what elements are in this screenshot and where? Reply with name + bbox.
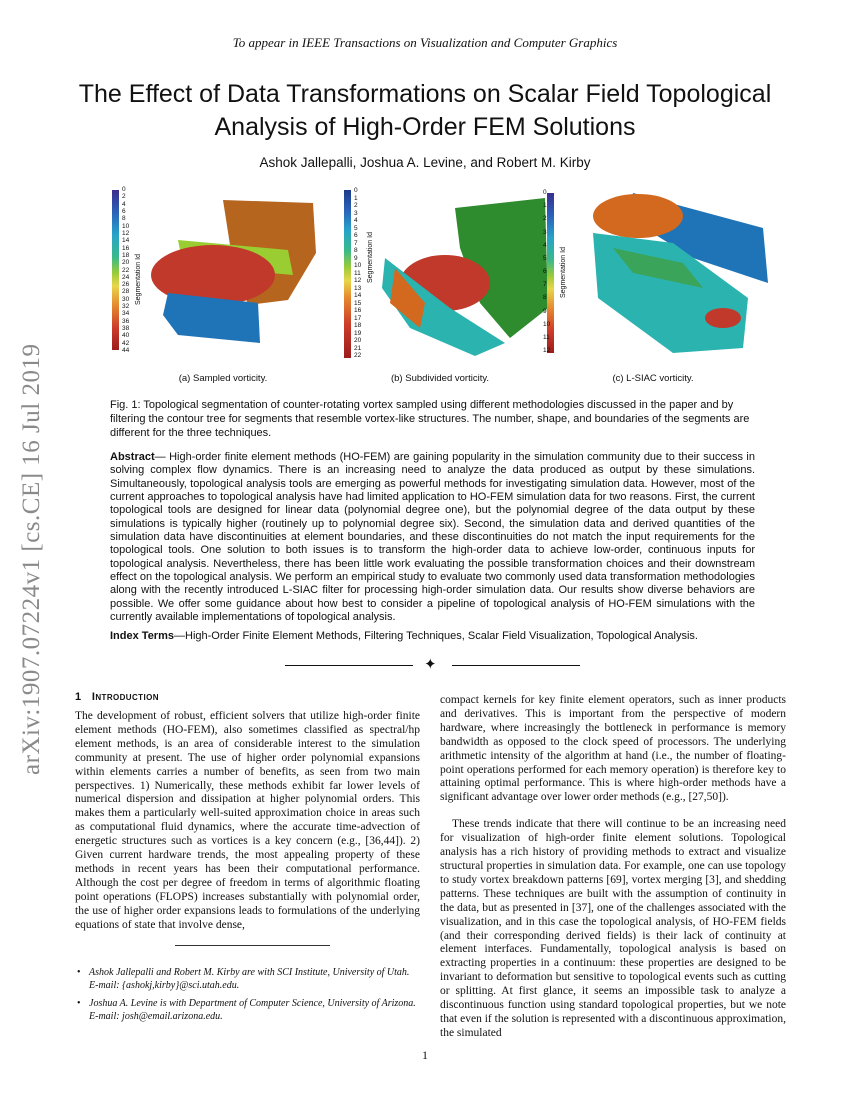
footnotes [75, 967, 420, 1029]
colorbar-a-label: Segmentation Id [135, 254, 142, 305]
colorbar-tick: 20 [122, 259, 130, 267]
colorbar-tick: 11 [543, 333, 550, 341]
footnote-bullet: • [77, 998, 81, 1009]
colorbar-tick: 19 [354, 329, 362, 337]
subcaption-a: (a) Sampled vorticity. [178, 373, 268, 384]
colorbar-tick: 20 [354, 337, 362, 344]
colorbar-tick: 8 [122, 215, 126, 223]
colorbar-tick: 9 [354, 254, 358, 262]
footnote-text: Joshua A. Levine is with Department of Computer Science, University of Arizona. E-mail: josh@email.arizona.edu. [89, 998, 416, 1022]
colorbar-tick: 7 [543, 281, 547, 289]
colorbar-tick: 18 [354, 322, 362, 329]
colorbar-tick: 12 [122, 229, 130, 237]
index-terms-text: —High-Order Finite Element Methods, Filtering Techniques, Scalar Field Visualization, Topological Analysis. [174, 630, 698, 642]
page-number: 1 [422, 1048, 428, 1062]
colorbar-tick: 21 [354, 344, 362, 352]
colorbar-tick: 7 [354, 239, 358, 247]
colorbar-tick: 2 [122, 193, 126, 201]
figure-panel-a [108, 185, 323, 384]
index-terms [110, 629, 755, 643]
colorbar-c-label: Segmentation Id [560, 247, 567, 298]
colorbar-tick: 6 [543, 268, 547, 275]
arxiv-stamp[interactable]: arXiv:1907.07224v1 [cs.CE] 16 Jul 2019 [18, 343, 45, 775]
separator-diamond-icon: ✦ [424, 657, 437, 673]
colorbar-tick: 5 [543, 254, 547, 262]
colorbar-tick: 42 [122, 339, 130, 347]
paper-title [60, 78, 790, 144]
section-number: 1 [75, 691, 82, 703]
colorbar-tick: 16 [122, 244, 130, 252]
colorbar-a [112, 190, 119, 350]
colorbar-tick: 17 [354, 314, 362, 322]
separator-line-right [452, 665, 580, 666]
colorbar-tick: 6 [122, 207, 126, 215]
colorbar-tick: 28 [122, 288, 130, 296]
colorbar-tick: 44 [122, 347, 130, 354]
vortex-render-c [573, 188, 773, 363]
colorbar-tick: 8 [354, 247, 358, 254]
colorbar-tick: 1 [543, 202, 547, 210]
figure-panel-b [340, 187, 550, 384]
colorbar-tick: 5 [354, 224, 358, 232]
colorbar-b-label: Segmentation Id [367, 232, 374, 283]
colorbar-tick: 22 [122, 266, 130, 274]
title-line-2: Analysis of High-Order FEM Solutions [214, 113, 636, 141]
footnote-rule [175, 945, 330, 946]
colorbar-tick: 4 [122, 200, 126, 208]
abstract-text: — High-order finite element methods (HO-FEM) are gaining popularity in the simulation community due to their success in solving complex flow dynamics. There is an increasing need to analyze the data produced as output by these simulations. Simultaneously, topological analysis tools are emerging as powerful methods for investigating simulation data. However, most of the current approaches to topological analysis have had limited application to HO-FEM simulation data for two reasons. First, the current topological tools are designed for linear data (polynomial degree one), but the polynomial degree of the data output by these simulations is typically higher (routinely up to polynomial degree six). Second, the simulation data and derived quantities of the simulation data have discontinuities at element boundaries, and these discontinuities do not match the input requirements for the topological tools. One solution to both issues is to transform the high-order data to achieve low-order, continuous inputs for topological analysis. Nevertheless, there has been little work evaluating the possible transformation choices and their downstream effect on the topological analysis. We perform an empirical study to evaluate two commonly used data transformation methodologies along with the recently introduced L-SIAC filter for processing high-order simulation data. Our results show diverse behaviors are possible. We offer some guidance about how best to consider a pipeline of topological analysis of HO-FEM simulations with the currently available implementations of topological analysis. [110, 451, 755, 624]
colorbar-tick: 16 [354, 307, 362, 314]
colorbar-tick: 34 [122, 310, 130, 318]
colorbar-tick: 40 [122, 332, 130, 340]
colorbar-b-ticks [354, 188, 368, 360]
colorbar-tick: 3 [543, 228, 547, 236]
colorbar-c-ticks [543, 190, 557, 355]
footnote-text: Ashok Jallepalli and Robert M. Kirby are with SCI Institute, University of Utah. E-mail: {ashokj,kirby}@sci.utah.edu. [89, 967, 410, 991]
figure-panel-c [543, 188, 773, 384]
colorbar-tick: 38 [122, 325, 130, 333]
colorbar-tick: 9 [543, 307, 547, 315]
footnote-1 [75, 967, 420, 992]
vortex-render-a [138, 185, 328, 360]
colorbar-tick: 8 [543, 294, 547, 302]
colorbar-tick: 4 [354, 217, 358, 224]
abstract [110, 451, 755, 624]
vortex-render-b [380, 188, 550, 363]
authors: Ashok Jallepalli, Joshua A. Levine, and Robert M. Kirby [259, 155, 591, 170]
colorbar-tick: 14 [122, 237, 130, 245]
body-paragraph: compact kernels for key finite element operators, such as inner products and derivatives. This is important from the perspective of modern hardware, where increasingly the bottleneck in performance is memory bandwidth as opposed to the clock speed of processors. The underlying arithmetic intensity of the algorithm at hand (i.e., the number of floating-point operations performed for each memory operation) is therefore key to attaining optimal performance. This is where high-order methods have a significant advantage over lower order methods (e.g., [27,50]). [440, 694, 786, 804]
title-line-1: The Effect of Data Transformations on Scalar Field Topological [78, 80, 772, 108]
colorbar-tick: 3 [354, 209, 358, 217]
abstract-label: Abstract [110, 451, 155, 463]
figure-caption: Fig. 1: Topological segmentation of counter-rotating vortex sampled using different methodologies discussed in the paper and by filtering the contour tree for segments that resemble vortex-like structures. The number, shape, and boundaries of the segments are different for the three techniques. [110, 399, 750, 439]
subcaption-c: (c) L-SIAC vorticity. [612, 373, 694, 384]
colorbar-tick: 36 [122, 317, 130, 325]
index-terms-label: Index Terms [110, 630, 174, 642]
running-head: To appear in IEEE Transactions on Visualization and Computer Graphics [232, 35, 618, 50]
colorbar-tick: 12 [354, 277, 362, 284]
colorbar-tick: 10 [354, 262, 362, 269]
colorbar-tick: 0 [354, 187, 358, 194]
body-paragraph: The development of robust, efficient solvers that utilize high-order finite element methods (HO-FEM), also sometimes classified as spectral/hp element methods, is an area of considerable interest to the simulation community at present. The use of higher order polynomial expansions within elements carries a number of benefits, as seen from two main perspectives. 1) Numerically, these methods exhibit far lower levels of numerical dispersion and dissipation at higher polynomial orders. This makes them a particularly well-suited approximation choice in areas such as computational fluid dynamics, where the accurate time-advection of energetic structures such as vortices is a key concern (e.g., [36,44]). 2) Given current hardware trends, the most appealing property of these methods in recent years has been their computational performance. Although the cost per degree of freedom in terms of algorithmic floating point operations (FLOPS) increases substantially with polynomial order, the use of higher order expansions leads to formulations of the underlying equations of state that involve dense, [75, 710, 420, 931]
colorbar-tick: 14 [354, 292, 362, 299]
colorbar-tick: 32 [122, 303, 130, 311]
subcaption-b: (b) Subdivided vorticity. [390, 373, 490, 384]
colorbar-tick: 10 [543, 320, 551, 328]
right-column [440, 694, 786, 1041]
colorbar-tick: 4 [543, 241, 547, 249]
colorbar-tick: 13 [354, 284, 362, 292]
footnote-bullet: • [77, 967, 81, 978]
colorbar-tick: 2 [543, 215, 547, 223]
colorbar-tick: 15 [354, 299, 362, 307]
colorbar-tick: 10 [122, 222, 130, 230]
colorbar-a-ticks [122, 187, 136, 355]
colorbar-tick: 26 [122, 281, 130, 289]
colorbar-tick: 30 [122, 295, 130, 303]
colorbar-tick: 2 [354, 202, 358, 209]
separator-line-left [285, 665, 413, 666]
body-paragraph: These trends indicate that there will continue to be an increasing need for visualization of high-order finite element solutions. Topological analysis has a rich history of providing methods to extract and visualize structural properties in simulation data. For example, one can use topology to study vortex breakdown patterns [69], vortex merging [3], and shedding patterns. These techniques are built with the assumption of continuity in the data, but as presented in [37], one of the challenges associated with the visualization, and in this case the topological analysis, of HO-FEM fields (and their corresponding derived fields) is their lack of continuity at element interfaces. Fundamentally, topological analysis is based on extracting properties in a continuum: these properties are designed to be invariant to deformation but sensitive to topological events such as cutting or splitting. At first glance, it seems an impossible task to analyze a discontinuous function using standard topological properties, but we note that even if the solution is represented with a discontinuous approximation, the simulated [440, 818, 786, 1039]
colorbar-b [344, 190, 351, 358]
colorbar-tick: 22 [354, 352, 362, 359]
colorbar-tick: 0 [122, 186, 126, 193]
colorbar-tick: 0 [543, 189, 547, 196]
segment-red [705, 308, 741, 328]
colorbar-tick: 24 [122, 273, 130, 281]
left-column [75, 710, 420, 933]
segment-orange [593, 194, 683, 238]
footnote-2 [75, 998, 420, 1023]
colorbar-tick: 12 [543, 347, 551, 354]
colorbar-tick: 18 [122, 251, 130, 259]
section-heading [75, 691, 159, 703]
colorbar-tick: 6 [354, 232, 358, 239]
colorbar-tick: 11 [354, 269, 361, 277]
colorbar-tick: 1 [354, 194, 358, 202]
section-title: Introduction [91, 691, 159, 703]
section-separator [285, 657, 580, 673]
